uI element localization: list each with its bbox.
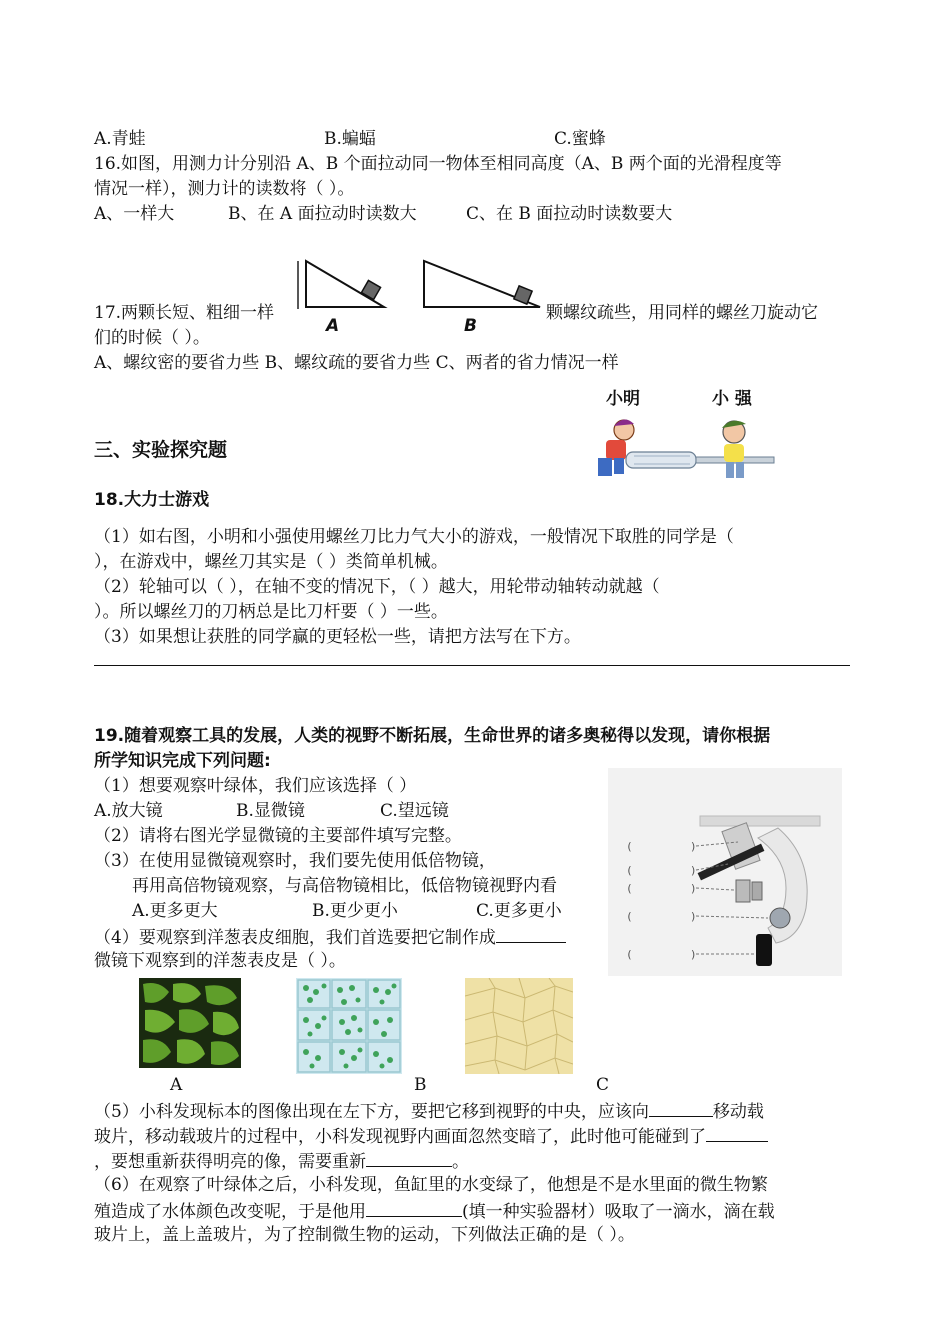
q19-part6-line2-text: 殖造成了水体颜色改变呢，于是他用 (94, 1202, 366, 1222)
cartoon-name-xiaoming: 小明 (606, 389, 640, 409)
q19-part1: （1）想要观察叶绿体，我们应该选择（ ） (94, 776, 417, 796)
q18-title: 18.大力士游戏 (94, 490, 210, 510)
q16-option-c: C、在 B 面拉动时读数要大 (466, 204, 673, 224)
q19-part1-option-b: B.显微镜 (236, 801, 305, 821)
q19-part5-line3-text: ，要想重新获得明亮的像，需要重新 (94, 1152, 366, 1172)
q19-part3-option-c: C.更多更小 (476, 901, 562, 921)
q19-part6-blank-tool[interactable] (366, 1198, 462, 1217)
svg-text:): ) (690, 864, 697, 877)
screwdriver-game-illustration (594, 412, 784, 484)
q19-part5-blank-adjust[interactable] (366, 1148, 452, 1167)
q16-stem-line2: 情况一样），测力计的读数将（ ）。 (94, 179, 355, 199)
q19-part2: （2）请将右图光学显微镜的主要部件填写完整。 (94, 826, 462, 846)
q17-stem-line1-right: 颗螺纹疏些，用同样的螺丝刀旋动它 (546, 303, 818, 323)
q19-part1-option-a: A.放大镜 (94, 801, 163, 821)
inclined-plane-figure (296, 255, 544, 337)
onion-cells-drawing (465, 978, 573, 1074)
q19-part4-line1: （4）要观察到洋葱表皮细胞，我们首选要把它制作成 (94, 928, 496, 948)
q18-part1-line2: ），在游戏中，螺丝刀其实是（ ）类简单机械。 (94, 552, 448, 572)
leaf-cell-image-a (139, 978, 241, 1068)
q19-part5-line2 (94, 1123, 768, 1149)
microscope-drawing (608, 768, 842, 976)
q19-part5-line1-end: 移动载 (712, 1102, 764, 1122)
q19-part5-line1-text: （5）小科发现标本的图像出现在左下方，要把它移到视野的中央，应该向 (94, 1102, 649, 1122)
q19-part5-line2-text: 玻片，移动载玻片的过程中，小科发现视野内画面忽然变暗了，此时他可能碰到了 (94, 1127, 706, 1147)
q19-part5-blank-touched[interactable] (706, 1123, 768, 1142)
leaf-vein-drawing (139, 978, 241, 1068)
q18-part2-line2: ）。所以螺丝刀的刀柄总是比刀杆要（ ）一些。 (94, 602, 448, 622)
onion-cell-image-c (465, 978, 573, 1074)
image-label-c: C (596, 1075, 610, 1095)
svg-text:): ) (690, 910, 697, 923)
svg-text:(: ( (626, 948, 633, 961)
q19-part3-option-a: A.更多更大 (132, 901, 218, 921)
q19-part5-blank-direction[interactable] (649, 1098, 713, 1117)
q19-part5-line3-end: 。 (452, 1152, 469, 1172)
image-label-a: A (170, 1075, 183, 1095)
slope-label-b: B (464, 316, 477, 336)
microscope-figure (608, 768, 842, 976)
q19-part1-option-c: C.望远镜 (380, 801, 449, 821)
q16-option-b: B、在 A 面拉动时读数大 (228, 204, 417, 224)
section3-title: 三、实验探究题 (94, 439, 228, 461)
q19-part6-line2-end: (填一种实验器材）吸取了一滴水，滴在载 (462, 1202, 775, 1222)
svg-text:): ) (690, 948, 697, 961)
q17-stem-line2: 们的时候（ ）。 (94, 328, 210, 348)
chloroplast-cell-image-b (296, 978, 402, 1074)
chloroplast-cells-drawing (296, 978, 402, 1074)
q17-options: A、螺纹密的要省力些 B、螺纹疏的要省力些 C、两者的省力情况一样 (94, 353, 619, 373)
q19-title-line1: 19.随着观察工具的发展，人类的视野不断拓展，生命世界的诸多奥秘得以发现，请你根据 (94, 726, 771, 746)
slope-label-a: A (326, 316, 340, 336)
q19-part6-line2 (94, 1198, 775, 1224)
q19-part6-line1: （6）在观察了叶绿体之后，小科发现，鱼缸里的水变绿了，他想是不是水里面的微生物繁 (94, 1175, 768, 1195)
q19-part3-line2: 再用高倍物镜观察，与高倍物镜相比，低倍物镜视野内看 (132, 876, 557, 896)
q15-option-c: C.蜜蜂 (554, 129, 606, 149)
q15-option-a: A.青蛙 (94, 129, 146, 149)
q19-part3-line1: （3）在使用显微镜观察时，我们要先使用低倍物镜， (94, 851, 496, 871)
svg-text:(: ( (626, 910, 633, 923)
q19-part6-line3: 玻片上，盖上盖玻片，为了控制微生物的运动，下列做法正确的是（ ）。 (94, 1225, 635, 1245)
cartoon-name-xiaoqiang: 小 强 (712, 389, 752, 409)
q17-stem-line1-left: 17.两颗长短、粗细一样 (94, 303, 275, 323)
q19-part4-blank[interactable] (496, 924, 566, 943)
q18-part2-line1: （2）轮轴可以（ ），在轴不变的情况下，（ ）越大，用轮带动轴转动就越（ (94, 577, 660, 597)
q19-part5-line3 (94, 1148, 469, 1174)
screwdriver-cartoon-drawing (594, 412, 784, 484)
q16-stem-line1: 16.如图，用测力计分别沿 A、B 个面拉动同一物体至相同高度（A、B 两个面的光滑程度等 (94, 154, 782, 174)
q16-option-a: A、一样大 (94, 204, 175, 224)
q18-answer-line[interactable] (94, 665, 850, 666)
q18-part3: （3）如果想让获胜的同学赢的更轻松一些，请把方法写在下方。 (94, 627, 581, 647)
q18-part1-line1: （1）如右图，小明和小强使用螺丝刀比力气大小的游戏，一般情况下取胜的同学是（ (94, 527, 734, 547)
q19-part4-line1-wrap (94, 924, 566, 950)
image-label-b: B (414, 1075, 427, 1095)
q19-title-line2: 所学知识完成下列问题: (94, 751, 271, 771)
q15-option-b: B.蝙蝠 (324, 129, 376, 149)
svg-text:(: ( (626, 882, 633, 895)
q19-part4-line2: 微镜下观察到的洋葱表皮是（ ）。 (94, 951, 346, 971)
q19-part3-option-b: B.更少更小 (312, 901, 398, 921)
svg-text:): ) (690, 840, 697, 853)
svg-text:): ) (690, 882, 697, 895)
q19-part5-line1 (94, 1098, 764, 1124)
svg-text:(: ( (626, 864, 633, 877)
svg-text:(: ( (626, 840, 633, 853)
